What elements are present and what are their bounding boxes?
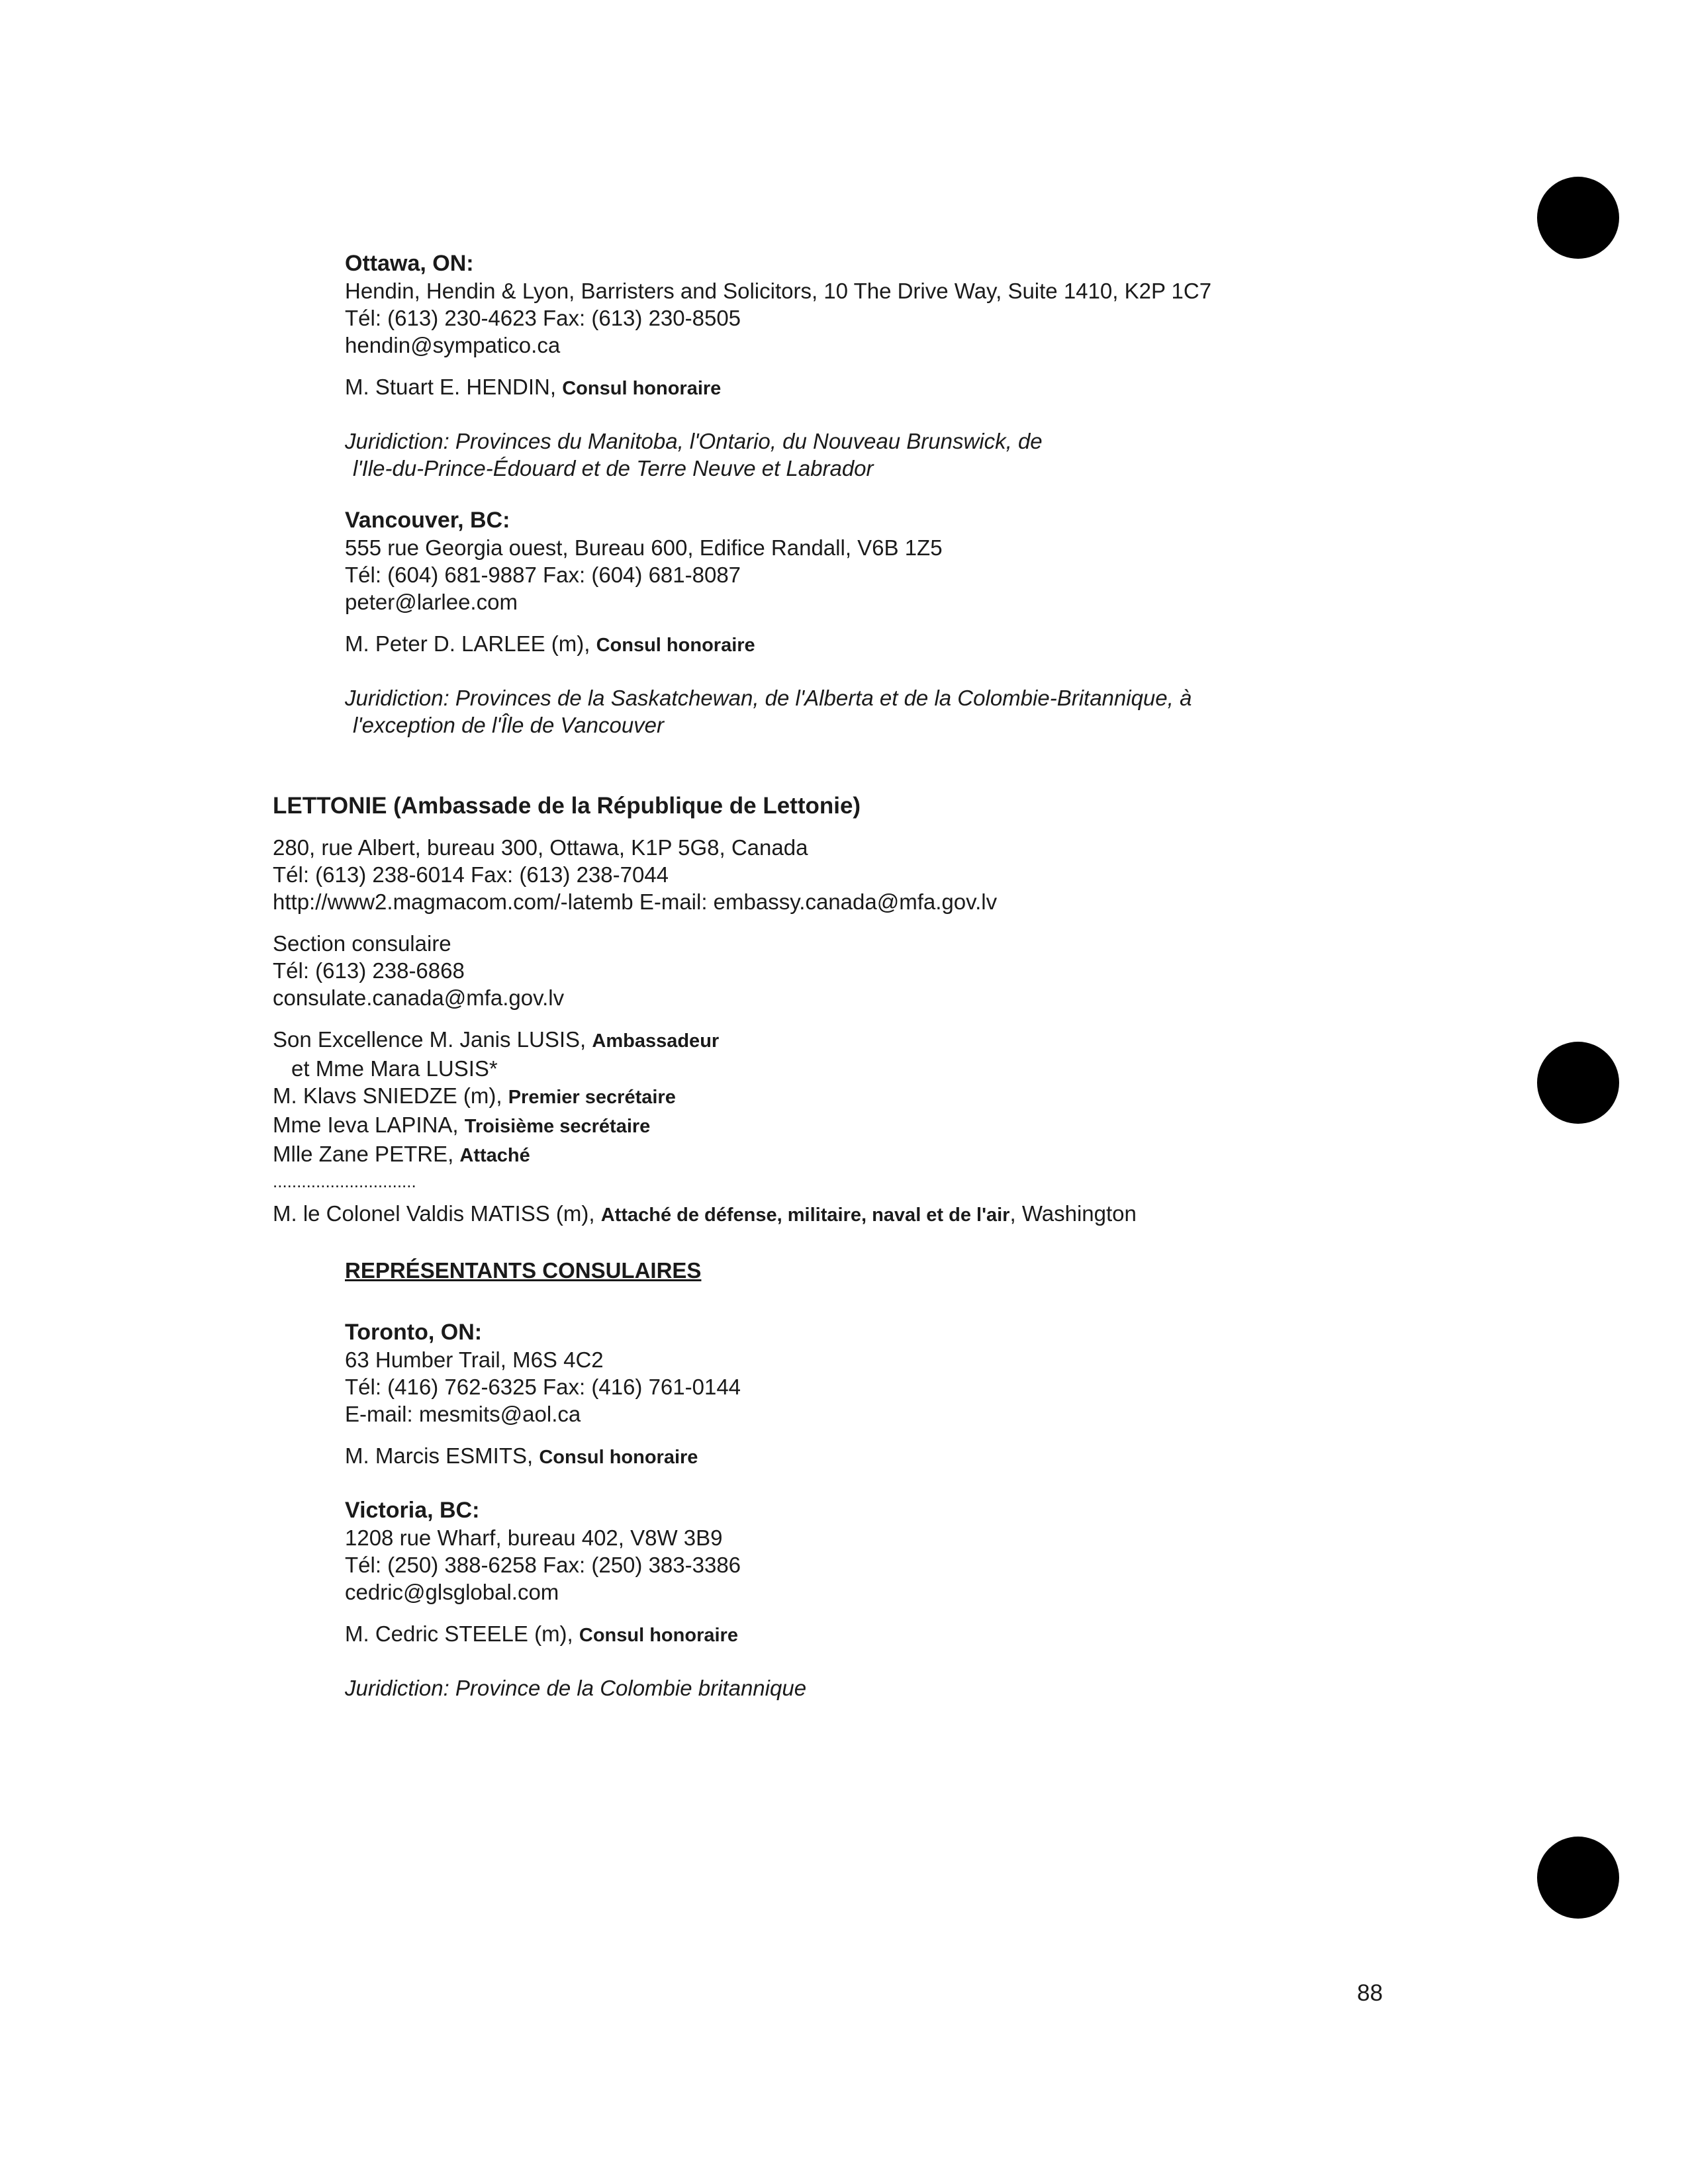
staff-line (273, 1026, 1137, 1055)
person-name: M. Peter D. LARLEE (m), (345, 631, 590, 656)
city-heading: Victoria, BC: (345, 1498, 480, 1523)
jurisdiction-line: Juridiction: Province de la Colombie britannique (345, 1676, 807, 1700)
consular-email-line: consulate.canada@mfa.gov.lv (273, 985, 565, 1010)
address-line: 280, rue Albert, bureau 300, Ottawa, K1P 5G8, Canada (273, 835, 808, 860)
jurisdiction-line: l'exception de l'Île de Vancouver (353, 713, 665, 737)
phone-line: Tél: (613) 230-4623 Fax: (613) 230-8505 (345, 306, 741, 330)
person-line (345, 1620, 806, 1649)
victoria-consulate-block (345, 1497, 806, 1702)
jurisdiction-line: l'Ile-du-Prince-Édouard et de Terre Neuve et Labrador (353, 456, 874, 480)
attache-line (273, 1200, 1137, 1229)
person-line (345, 373, 1211, 402)
email-line: E-mail: mesmits@aol.ca (345, 1402, 581, 1426)
latvia-embassy-block (273, 792, 1137, 1229)
phone-line: Tél: (604) 681-9887 Fax: (604) 681-8087 (345, 563, 741, 587)
staff-line (273, 1111, 1137, 1140)
dotted-separator: .............................. (273, 1171, 416, 1191)
city-heading: Ottawa, ON: (345, 251, 474, 276)
person-role: Consul honoraire (579, 1625, 738, 1646)
consular-phone-line: Tél: (613) 238-6868 (273, 958, 465, 983)
attache-name: M. le Colonel Valdis MATISS (m), (273, 1201, 595, 1226)
phone-line: Tél: (416) 762-6325 Fax: (416) 761-0144 (345, 1375, 741, 1399)
staff-line (273, 1055, 1137, 1082)
binder-hole-bottom (1537, 1837, 1619, 1919)
vancouver-consulate-block (345, 507, 1192, 739)
staff-line (273, 1082, 1137, 1111)
staff-role: Premier secrétaire (508, 1087, 676, 1108)
toronto-consulate-block (345, 1319, 741, 1471)
staff-name: Son Excellence M. Janis LUSIS, (273, 1027, 586, 1052)
city-heading: Toronto, ON: (345, 1320, 483, 1345)
person-name: M. Marcis ESMITS, (345, 1443, 534, 1468)
email-line: peter@larlee.com (345, 590, 518, 614)
jurisdiction-line: Juridiction: Provinces de la Saskatchewan, de l'Alberta et de la Colombie-Britannique, à (345, 686, 1192, 710)
binder-hole-top (1537, 177, 1619, 259)
staff-name: et Mme Mara LUSIS* (291, 1056, 498, 1081)
staff-role: Attaché (459, 1145, 530, 1166)
staff-role: Ambassadeur (592, 1030, 720, 1052)
website-email-line: http://www2.magmacom.com/-latemb E-mail: embassy.canada@mfa.gov.lv (273, 889, 998, 914)
binder-hole-middle (1537, 1042, 1619, 1124)
person-name: M. Cedric STEELE (m), (345, 1621, 573, 1646)
staff-name: Mme Ieva LAPINA, (273, 1113, 459, 1137)
phone-line: Tél: (250) 388-6258 Fax: (250) 383-3386 (345, 1553, 741, 1577)
ottawa-consulate-block (345, 250, 1211, 482)
address-line: 63 Humber Trail, M6S 4C2 (345, 1347, 604, 1372)
attache-role: Attaché de défense, militaire, naval et de l'air (600, 1205, 1010, 1226)
page-number: 88 (1357, 1980, 1383, 2006)
consular-reps-heading-block (345, 1257, 701, 1284)
person-name: M. Stuart E. HENDIN, (345, 375, 557, 399)
person-role: Consul honoraire (539, 1447, 698, 1468)
email-line: hendin@sympatico.ca (345, 333, 561, 357)
attache-location: , Washington (1009, 1201, 1137, 1226)
address-line: 555 rue Georgia ouest, Bureau 600, Edifice Randall, V6B 1Z5 (345, 535, 943, 560)
city-heading: Vancouver, BC: (345, 508, 510, 533)
phone-line: Tél: (613) 238-6014 Fax: (613) 238-7044 (273, 862, 669, 887)
consular-section-label: Section consulaire (273, 931, 451, 956)
country-heading: LETTONIE (Ambassade de la République de Lettonie) (273, 793, 861, 819)
address-line: Hendin, Hendin & Lyon, Barristers and Solicitors, 10 The Drive Way, Suite 1410, K2P 1C7 (345, 279, 1212, 303)
person-role: Consul honoraire (596, 635, 755, 656)
section-heading: REPRÉSENTANTS CONSULAIRES (345, 1258, 702, 1283)
email-line: cedric@glsglobal.com (345, 1580, 559, 1604)
person-line (345, 630, 1192, 659)
person-line (345, 1442, 741, 1471)
jurisdiction-line: Juridiction: Provinces du Manitoba, l'Ontario, du Nouveau Brunswick, de (345, 429, 1043, 453)
staff-line (273, 1140, 1137, 1169)
staff-role: Troisième secrétaire (464, 1116, 651, 1137)
staff-name: M. Klavs SNIEDZE (m), (273, 1083, 502, 1108)
person-role: Consul honoraire (562, 378, 722, 399)
staff-name: Mlle Zane PETRE, (273, 1142, 454, 1166)
address-line: 1208 rue Wharf, bureau 402, V8W 3B9 (345, 1525, 723, 1550)
